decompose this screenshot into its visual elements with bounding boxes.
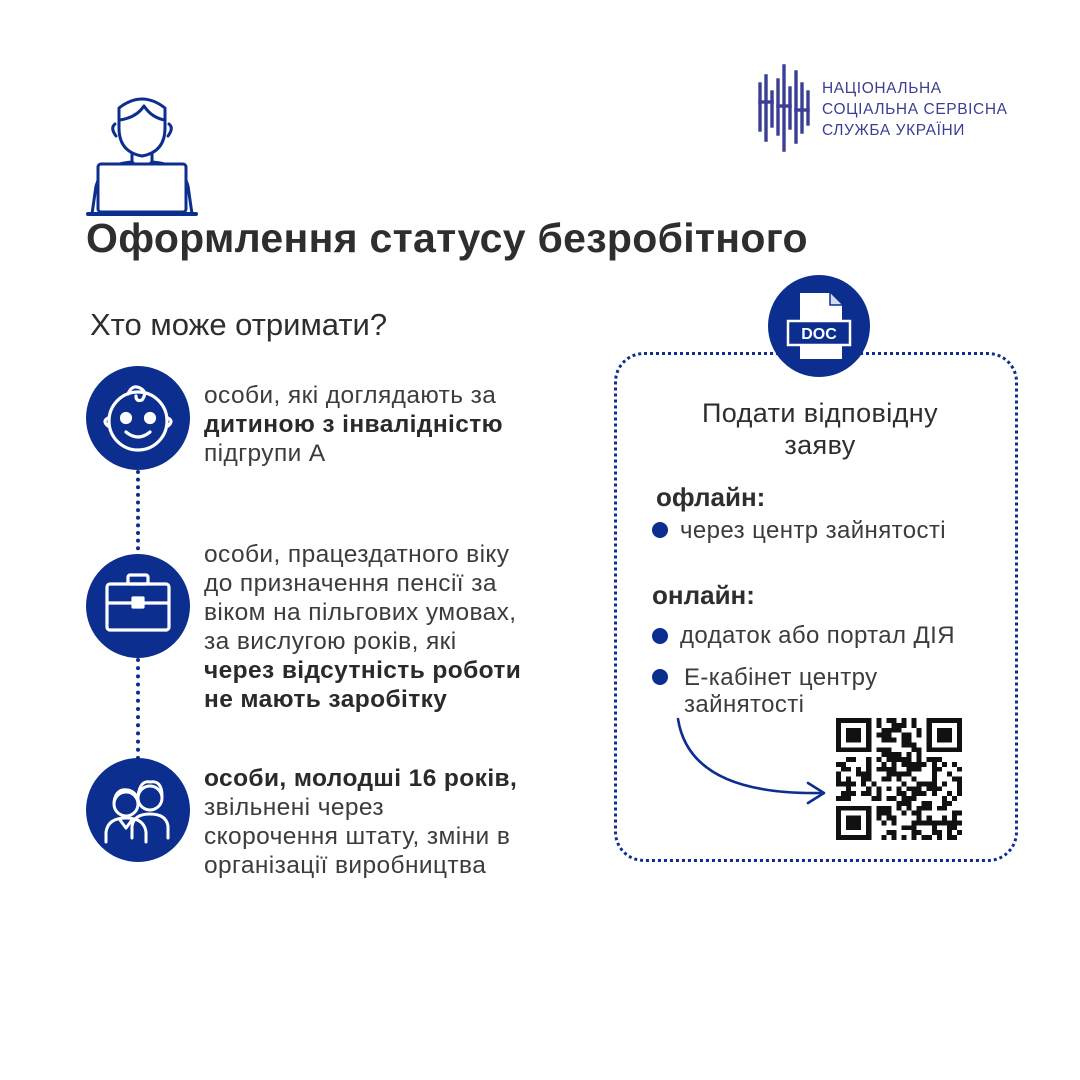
page-title: Оформлення статусу безробітного [86,215,808,261]
eligibility-line: особи, молодші 16 років, [204,765,518,792]
eligibility-line: особи, які доглядають за [204,382,497,409]
logo-line: СОЦІАЛЬНА СЕРВІСНА [822,101,1008,118]
person-laptop-icon [86,90,198,218]
briefcase-icon [86,554,190,658]
eligibility-line: до призначення пенсії за [204,570,497,597]
bullet-dot [652,628,668,644]
nssu-logo-text [822,78,1008,141]
doc-file-icon [768,275,870,377]
logo-line: СЛУЖБА УКРАЇНИ [822,122,966,139]
bullet-dot [652,522,668,538]
online-option-line: Е-кабінет центру [684,664,878,691]
page-subtitle: Хто може отримати? [90,307,388,342]
nssu-logo-mark [756,62,816,154]
online-option-line: зайнятості [684,691,805,718]
curved-arrow-icon [670,715,840,815]
offline-label: офлайн: [656,482,766,512]
baby-face-icon [86,366,190,470]
qr-code[interactable] [836,718,962,840]
logo-line: НАЦІОНАЛЬНА [822,80,942,97]
eligibility-item-3 [204,764,517,880]
bullet-dot [652,669,668,685]
eligibility-line: організації виробництва [204,852,487,879]
eligibility-line: через відсутність роботи [204,657,522,684]
two-people-icon [86,758,190,862]
doc-label: DOC [801,326,837,343]
online-label: онлайн: [652,580,755,610]
online-option-diia: додаток або портал ДІЯ [680,622,955,649]
eligibility-line: за вислугою років, які [204,628,457,655]
apply-title-line: Подати відповідну [702,398,938,428]
eligibility-line: дитиною з інвалідністю [204,411,503,438]
apply-title [640,397,1000,461]
eligibility-line: підгрупи А [204,440,326,467]
online-option-ecabinet [684,664,877,718]
eligibility-line: скорочення штату, зміни в [204,823,511,850]
eligibility-line: звільнені через [204,794,385,821]
eligibility-line: віком на пільгових умовах, [204,599,517,626]
timeline-connector [136,658,140,760]
apply-title-line: заяву [784,430,856,460]
eligibility-item-2 [204,540,521,714]
eligibility-item-1 [204,381,503,468]
eligibility-line: не мають заробітку [204,686,448,713]
offline-option: через центр зайнятості [680,517,946,544]
eligibility-line: особи, працездатного віку [204,541,510,568]
timeline-connector [136,470,140,558]
